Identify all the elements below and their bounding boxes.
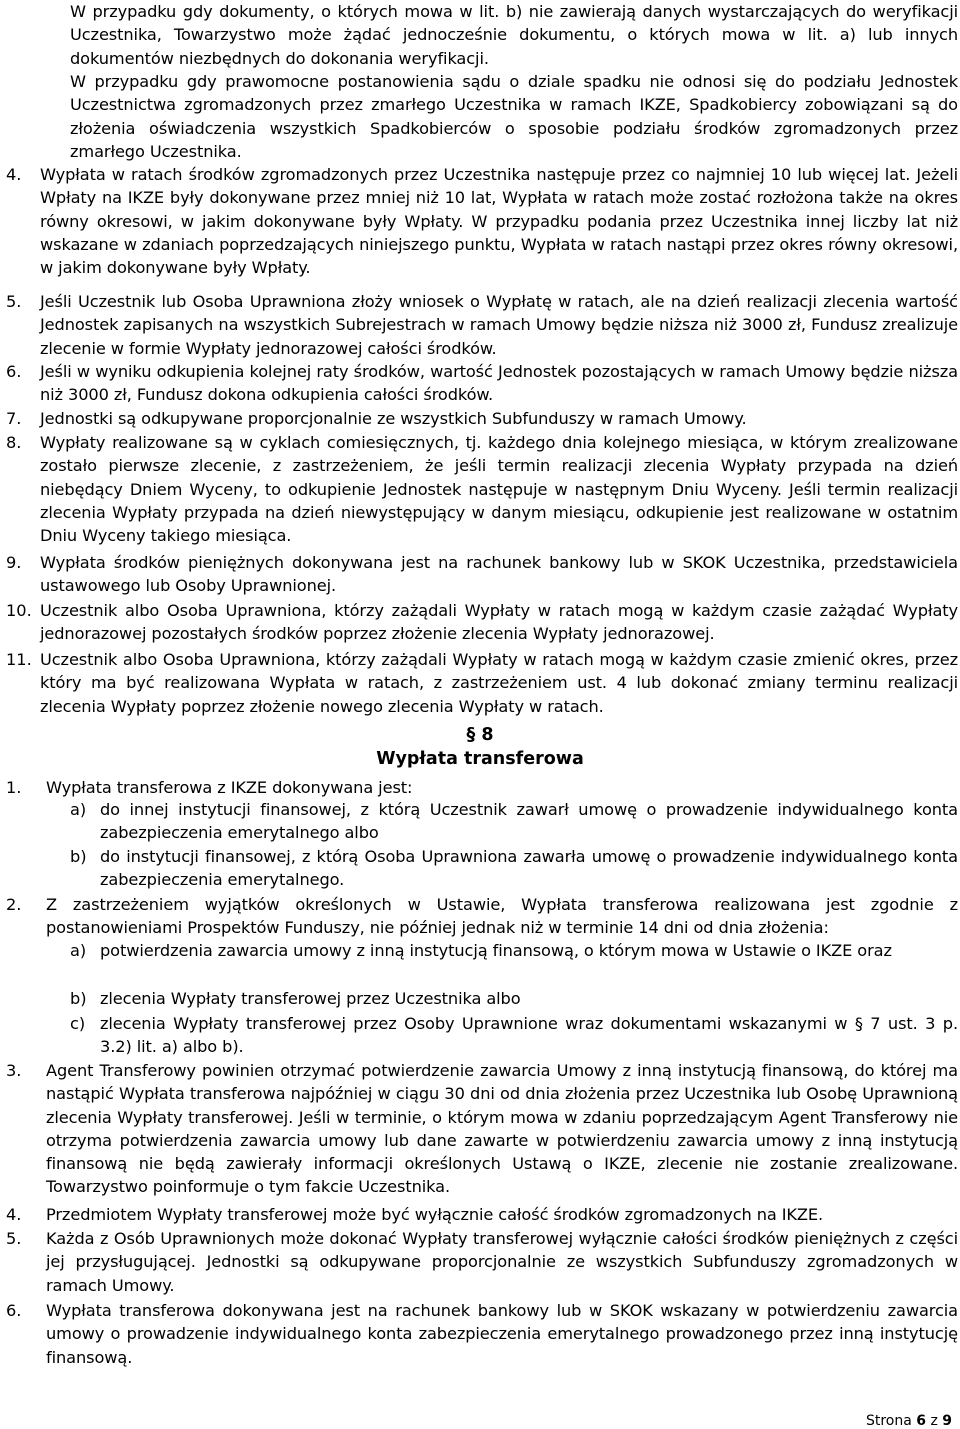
list-item-text: Wypłata transferowa z IKZE dokonywana jest:	[46, 778, 413, 797]
sub-item-letter: b)	[70, 989, 87, 1008]
sub-item-letter: c)	[70, 1014, 86, 1033]
list-item-number: 4.	[6, 1205, 22, 1224]
list-item-number: 6.	[6, 362, 22, 381]
list-item-number: 5.	[6, 292, 22, 311]
list-item-text: Uczestnik albo Osoba Uprawniona, którzy zażądali Wypłaty w ratach mogą w każdym czasie zmienić okres, przez który ma być realizowana Wypłata w ratach, z zastrzeżeniem ust. 4 lub dokonać zmiany terminu realizacji zlecenia Wypłaty poprzez złożenie nowego zlecenia Wypłaty w ratach.	[40, 650, 958, 716]
list-item-number: 11.	[6, 650, 32, 669]
list-item-number: 4.	[6, 165, 22, 184]
footer-label: Strona	[865, 1413, 912, 1429]
list-item-number: 8.	[6, 433, 22, 452]
list-item-number: 9.	[6, 553, 22, 572]
footer-total-pages: 9	[942, 1413, 952, 1429]
list-item-text: Wypłata transferowa dokonywana jest na rachunek bankowy lub w SKOK wskazany w potwierdzeniu zawarcia umowy o prowadzenie indywidualnego konta zabezpieczenia emerytalnego prowadzonego przez inną instytucję finansową.	[46, 1301, 958, 1367]
list-item-number: 10.	[6, 601, 32, 620]
list-item-text: Wypłaty realizowane są w cyklach comiesięcznych, tj. każdego dnia kolejnego miesiąca, w którym zrealizowane zostało pierwsze zlecenie, z zastrzeżeniem, że jeśli termin realizacji zlecenia Wypłaty przypada na dzień niebędący Dniem Wyceny, to odkupienie Jednostek następuje w następnym Dniu Wyceny. Jeśli termin realizacji zlecenia Wypłaty przypada na dzień niewystępujący w danym miesiącu, odkupienie jest realizowane w ostatnim Dniu Wyceny takiego miesiąca.	[40, 433, 958, 546]
list-item-number: 2.	[6, 895, 22, 914]
sub-item-text: do innej instytucji finansowej, z którą Uczestnik zawarł umowę o prowadzenie indywidualnego konta zabezpieczenia emerytalnego albo	[100, 800, 958, 843]
list-item-number: 6.	[6, 1301, 22, 1320]
list-item-text: Jednostki są odkupywane proporcjonalnie ze wszystkich Subfunduszy w ramach Umowy.	[40, 409, 747, 428]
sub-item-text: do instytucji finansowej, z którą Osoba Uprawniona zawarła umowę o prowadzenie indywidualnego konta zabezpieczenia emerytalnego.	[100, 847, 958, 890]
list-item-text: Z zastrzeżeniem wyjątków określonych w Ustawie, Wypłata transferowa realizowana jest zgodnie z postanowieniami Prospektów Funduszy, nie później jednak niż w terminie 14 dni od dnia złożenia:	[46, 895, 958, 938]
section-title: Wypłata transferowa	[376, 749, 584, 769]
list-item-text: Uczestnik albo Osoba Uprawniona, którzy zażądali Wypłaty w ratach mogą w każdym czasie zażądać Wypłaty jednorazowej pozostałych środków poprzez złożenie zlecenia Wypłaty jednorazowej.	[40, 601, 958, 644]
sub-item-text: potwierdzenia zawarcia umowy z inną instytucją finansową, o którym mowa w Ustawie o IKZE oraz	[100, 941, 892, 960]
list-item-number: 3.	[6, 1061, 22, 1080]
paragraph-inheritance: W przypadku gdy prawomocne postanowienia sądu o dziale spadku nie odnosi się do podziału Jednostek Uczestnictwa zgromadzonych przez zmarłego Uczestnika w ramach IKZE, Spadkobiercy zobowiązani są do złożenia oświadczenia wszystkich Spadkobierców o sposobie podziału środków zgromadzonych przez zmarłego Uczestnika.	[70, 72, 958, 161]
list-item-text: Jeśli Uczestnik lub Osoba Uprawniona złoży wniosek o Wypłatę w ratach, ale na dzień realizacji zlecenia wartość Jednostek zapisanych na wszystkich Subrejestrach w ramach Umowy będzie niższa niż 3000 zł, Fundusz zrealizuje zlecenie w formie Wypłaty jednorazowej całości środków.	[40, 292, 958, 358]
list-item-text: Przedmiotem Wypłaty transferowej może być wyłącznie całość środków zgromadzonych na IKZE.	[46, 1205, 824, 1224]
list-item-text: Agent Transferowy powinien otrzymać potwierdzenie zawarcia Umowy z inną instytucją finansową, do której ma nastąpić Wypłata transferowa najpóźniej w ciągu 30 dni od dnia złożenia przez Uczestnika lub Osobę Uprawnioną zlecenia Wypłaty transferowej. Jeśli w terminie, o którym mowa w zdaniu poprzedzającym Agent Transferowy nie otrzyma potwierdzenia zawarcia umowy lub dane zawarte w potwierdzeniu zawarcia umowy z inną instytucją finansową nie będą zawierały informacji określonych Ustawą o IKZE, zlecenie nie zostanie zrealizowane. Towarzystwo poinformuje o tym fakcie Uczestnika.	[46, 1061, 958, 1197]
sub-item-letter: a)	[70, 941, 87, 960]
page-footer	[866, 1413, 952, 1429]
sub-item-text: zlecenia Wypłaty transferowej przez Uczestnika albo	[100, 989, 521, 1008]
list-item-text: Wypłata w ratach środków zgromadzonych przez Uczestnika następuje przez co najmniej 10 lub więcej lat. Jeżeli Wpłaty na IKZE były dokonywane przez mniej niż 10 lat, Wypłata w ratach może zostać rozłożona także na okres równy okresowi, w jakim dokonywane były Wpłaty. W przypadku podania przez Uczestnika innej liczby lat niż wskazane w zdaniach poprzedzających niniejszego punktu, Wypłata w ratach nastąpi przez okres równy okresowi, w jakim dokonywane były Wpłaty.	[40, 165, 958, 278]
footer-current-page: 6	[916, 1413, 926, 1429]
sub-item-text: zlecenia Wypłaty transferowej przez Osoby Uprawnione wraz dokumentami wskazanymi w § 7 ust. 3 p. 3.2) lit. a) albo b).	[100, 1014, 958, 1057]
list-item-number: 5.	[6, 1229, 22, 1248]
list-item-text: Jeśli w wyniku odkupienia kolejnej raty środków, wartość Jednostek pozostających w ramach Umowy będzie niższa niż 3000 zł, Fundusz dokona odkupienia całości środków.	[40, 362, 958, 405]
paragraph-verification: W przypadku gdy dokumenty, o których mowa w lit. b) nie zawierają danych wystarczających do weryfikacji Uczestnika, Towarzystwo może żądać jednocześnie dokumentu, o których mowa w lit. a) lub innych dokumentów niezbędnych do dokonania weryfikacji.	[70, 2, 958, 68]
list-item-number: 1.	[6, 778, 22, 797]
list-item-number: 7.	[6, 409, 22, 428]
list-item-text: Każda z Osób Uprawnionych może dokonać Wypłaty transferowej wyłącznie całości środków pieniężnych z części jej przysługującej. Jednostki są odkupywane proporcjonalnie ze wszystkich Subfunduszy zgromadzonych w ramach Umowy.	[46, 1229, 958, 1295]
sub-item-letter: a)	[70, 800, 87, 819]
list-item-text: Wypłata środków pieniężnych dokonywana jest na rachunek bankowy lub w SKOK Uczestnika, przedstawiciela ustawowego lub Osoby Uprawnionej.	[40, 553, 958, 596]
section-paragraph-mark: § 8	[466, 725, 494, 745]
footer-separator: z	[930, 1413, 938, 1429]
sub-item-letter: b)	[70, 847, 87, 866]
